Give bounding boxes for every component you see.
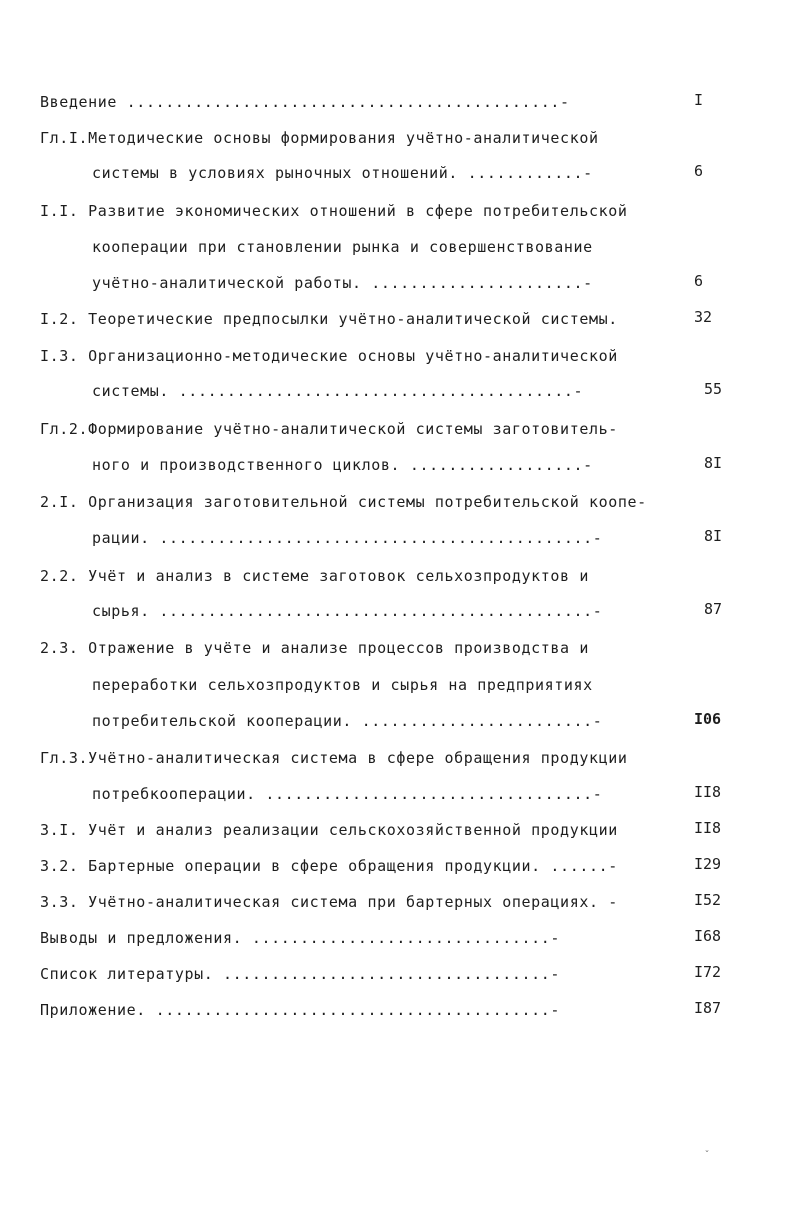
toc-s22-page: 87 — [704, 600, 723, 618]
toc-s21-line1: 2.I. Организация заготовительной системы потребительской коопе- — [40, 493, 647, 511]
toc-s12-page: 32 — [694, 308, 713, 326]
toc-conclusions-page: I68 — [694, 927, 722, 945]
toc-appendix-page: I87 — [694, 999, 722, 1017]
toc-bibliography-page: I72 — [694, 963, 722, 981]
toc-ch1-page: 6 — [694, 162, 704, 180]
toc-ch3-line1: Гл.3.Учётно-аналитическая система в сфере обращения продукции — [40, 749, 628, 767]
toc-s23-line3: потребительской кооперации. ........................- — [92, 712, 603, 730]
toc-s33-page: I52 — [694, 891, 722, 909]
toc-ch3-line2: потребкооперации. ..................................- — [92, 785, 603, 803]
toc-ch2-page: 8I — [704, 454, 723, 472]
toc-s32-page: I29 — [694, 855, 722, 873]
toc-s33-line1: 3.3. Учётно-аналитическая система при бартерных операциях. - — [40, 893, 618, 911]
toc-s11-line2: кооперации при становлении рынка и совершенствование — [92, 238, 593, 256]
toc-ch2-line1: Гл.2.Формирование учётно-аналитической системы заготовитель- — [40, 420, 618, 438]
toc-s13-line2: системы. .........................................- — [92, 382, 584, 400]
toc-appendix-line: Приложение. .........................................- — [40, 1001, 561, 1019]
scan-speck: ˇ — [704, 1150, 711, 1161]
toc-s31-line1: 3.I. Учёт и анализ реализации сельскохозяйственной продукции — [40, 821, 618, 839]
toc-s11-line1: I.I. Развитие экономических отношений в сфере потребительской — [40, 202, 628, 220]
toc-s12-line1: I.2. Теоретические предпосылки учётно-аналитической системы. — [40, 310, 618, 328]
toc-s11-line3: учётно-аналитической работы. ......................- — [92, 274, 593, 292]
toc-intro-line: Введение .............................................- — [40, 93, 570, 111]
toc-s23-line1: 2.3. Отражение в учёте и анализе процессов производства и — [40, 639, 589, 657]
toc-s22-line2: сырья. .............................................- — [92, 602, 603, 620]
toc-s21-page: 8I — [704, 527, 723, 545]
toc-ch1-line1: Гл.I.Методические основы формирования учётно-аналитической — [40, 129, 599, 147]
toc-ch3-page: II8 — [694, 783, 722, 801]
toc-s32-line1: 3.2. Бартерные операции в сфере обращения продукции. ......- — [40, 857, 618, 875]
toc-intro-page: I — [694, 91, 704, 109]
toc-ch1-line2: системы в условиях рыночных отношений. ............- — [92, 164, 593, 182]
toc-conclusions-line: Выводы и предложения. ...............................- — [40, 929, 561, 947]
toc-s31-page: II8 — [694, 819, 722, 837]
toc-s13-line1: I.3. Организационно-методические основы учётно-аналитической — [40, 347, 618, 365]
toc-s11-page: 6 — [694, 272, 704, 290]
toc-bibliography-line: Список литературы. ..................................- — [40, 965, 561, 983]
toc-s23-line2: переработки сельхозпродуктов и сырья на предприятиях — [92, 676, 593, 694]
toc-s23-page: I06 — [694, 710, 722, 728]
toc-s21-line2: рации. .............................................- — [92, 529, 603, 547]
toc-ch2-line2: ного и производственного циклов. ..................- — [92, 456, 593, 474]
toc-s22-line1: 2.2. Учёт и анализ в системе заготовок сельхозпродуктов и — [40, 567, 589, 585]
toc-s13-page: 55 — [704, 380, 723, 398]
